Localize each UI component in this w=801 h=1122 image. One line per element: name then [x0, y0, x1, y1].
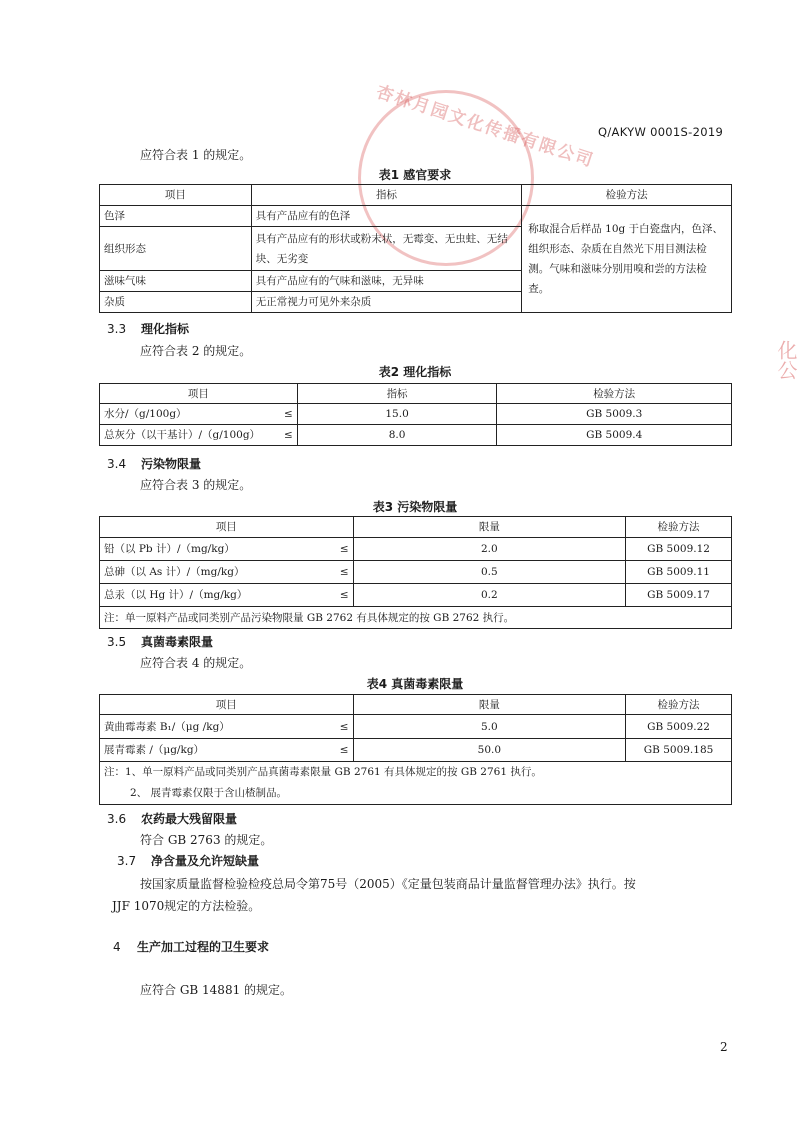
section-number: 3.4 — [107, 457, 127, 471]
table-cell: 具有产品应有的色泽 — [251, 206, 522, 227]
table1-header-indicator: 指标 — [251, 185, 522, 206]
table-cell: 0.2 — [353, 584, 625, 607]
section-number: 3.7 — [117, 854, 137, 868]
table-cell: 2.0 — [353, 538, 625, 561]
table-cell: ≤ — [329, 538, 353, 561]
table4-note — [100, 762, 732, 805]
table-cell: 黄曲霉毒素 B₁/（μg /kg） — [100, 715, 330, 739]
section-title: 理化指标 — [141, 322, 190, 336]
table-cell: 水分/（g/100g） — [100, 404, 276, 425]
table-cell: GB 5009.3 — [497, 404, 732, 425]
table-cell: GB 5009.12 — [626, 538, 732, 561]
section-3-5-text: 应符合表 4 的规定。 — [140, 656, 252, 670]
table-row — [100, 206, 732, 227]
table-cell: 5.0 — [353, 715, 625, 739]
section-title: 生产加工过程的卫生要求 — [137, 940, 270, 954]
table-cell: 15.0 — [297, 404, 497, 425]
table-cell: 50.0 — [353, 739, 625, 762]
table1-header-item: 项目 — [100, 185, 252, 206]
table4-header-limit: 限量 — [353, 695, 625, 715]
section-number: 3.6 — [107, 812, 127, 826]
table-cell: 展青霉素 /（μg/kg） — [100, 739, 330, 762]
section-3-4-text: 应符合表 3 的规定。 — [140, 478, 252, 492]
table-cell: GB 5009.22 — [626, 715, 732, 739]
table-row — [100, 739, 732, 762]
section-title: 污染物限量 — [141, 457, 202, 471]
table-cell: 铅（以 Pb 计）/（mg/kg） — [100, 538, 330, 561]
section-3-3-text: 应符合表 2 的规定。 — [140, 344, 252, 358]
table-cell: GB 5009.11 — [626, 561, 732, 584]
table4-note-line-1: 注：1、单一原料产品或同类别产品真菌毒素限量 GB 2761 有具体规定的按 GB 2761 执行。 — [104, 766, 542, 778]
table4-note-line-2: 2、 展青霉素仅限于含山楂制品。 — [130, 787, 288, 799]
section-number: 3.3 — [107, 322, 127, 336]
table-cell: GB 5009.17 — [626, 584, 732, 607]
table3-note: 注：单一原料产品或同类别产品污染物限量 GB 2762 有具体规定的按 GB 2762 执行。 — [100, 607, 732, 629]
section-3-7-heading — [117, 852, 259, 869]
table-cell: ≤ — [329, 739, 353, 762]
table3-caption: 表3 污染物限量 — [372, 500, 458, 514]
table2-physicochemical — [99, 383, 732, 446]
table-row — [100, 561, 732, 584]
table-cell: 滋味气味 — [100, 271, 252, 292]
page-number: 2 — [720, 1040, 728, 1054]
table-cell: 无正常视力可见外来杂质 — [251, 292, 522, 313]
table3-header-limit: 限量 — [353, 517, 625, 538]
table-cell: ≤ — [275, 425, 297, 446]
table3-contaminants — [99, 516, 732, 629]
section-3-3-heading — [107, 320, 189, 337]
table-cell: GB 5009.185 — [626, 739, 732, 762]
table-cell: 总灰分（以干基计）/（g/100g） — [100, 425, 276, 446]
section-3-7-text-line-1: 按国家质量监督检验检疫总局令第75号（2005）《定量包装商品计量监督管理办法》执行。按 — [140, 877, 636, 891]
table-cell: 具有产品应有的气味和滋味，无异味 — [251, 271, 522, 292]
standard-code: Q/AKYW 0001S-2019 — [598, 125, 724, 139]
table4-header-item: 项目 — [100, 695, 354, 715]
table3-header-item: 项目 — [100, 517, 354, 538]
table2-header-item: 项目 — [100, 384, 298, 404]
table1-caption: 表1 感官要求 — [378, 168, 452, 182]
section-4-heading — [113, 938, 269, 955]
table3-header-method: 检验方法 — [626, 517, 732, 538]
table-row — [100, 762, 732, 805]
intro-sensory-text: 应符合表 1 的规定。 — [140, 148, 252, 162]
table-cell: ≤ — [275, 404, 297, 425]
section-3-4-heading — [107, 455, 201, 472]
section-3-6-text: 符合 GB 2763 的规定。 — [140, 833, 273, 847]
table2-header-indicator: 指标 — [297, 384, 497, 404]
table-row — [100, 584, 732, 607]
section-number: 4 — [113, 940, 121, 954]
section-title: 农药最大残留限量 — [141, 812, 238, 826]
table-cell: 杂质 — [100, 292, 252, 313]
section-title: 净含量及允许短缺量 — [151, 854, 260, 868]
table-cell: ≤ — [329, 715, 353, 739]
table-cell: 具有产品应有的形状或粉末状，无霉变、无虫蛀、无结块、无劣变 — [251, 227, 522, 271]
table-cell: ≤ — [329, 561, 353, 584]
table-cell: GB 5009.4 — [497, 425, 732, 446]
table-row — [100, 538, 732, 561]
table-cell: 色泽 — [100, 206, 252, 227]
table-row — [100, 425, 732, 446]
table2-caption: 表2 理化指标 — [378, 365, 452, 379]
table1-sensory — [99, 184, 732, 313]
section-title: 真菌毒素限量 — [141, 635, 214, 649]
section-4-text: 应符合 GB 14881 的规定。 — [140, 983, 293, 997]
table1-method-cell: 称取混合后样品 10g 于白瓷盘内，色泽、组织形态、杂质在自然光下用目测法检测。气味和滋味分别用嗅和尝的方法检查。 — [522, 206, 732, 313]
table4-mycotoxins — [99, 694, 732, 805]
section-number: 3.5 — [107, 635, 127, 649]
section-3-7-text-line-2: JJF 1070规定的方法检验。 — [112, 899, 261, 913]
table-cell: 0.5 — [353, 561, 625, 584]
table-cell: ≤ — [329, 584, 353, 607]
section-3-5-heading — [107, 633, 213, 650]
table-cell: 组织形态 — [100, 227, 252, 271]
table1-header-method: 检验方法 — [522, 185, 732, 206]
table-cell: 总汞（以 Hg 计）/（mg/kg） — [100, 584, 330, 607]
table-row — [100, 607, 732, 629]
table-row — [100, 404, 732, 425]
table4-header-method: 检验方法 — [626, 695, 732, 715]
table4-caption: 表4 真菌毒素限量 — [366, 677, 464, 691]
edge-stamp-mark: 化公 — [774, 340, 798, 380]
table-row — [100, 715, 732, 739]
section-3-6-heading — [107, 810, 237, 827]
table-cell: 总砷（以 As 计）/（mg/kg） — [100, 561, 330, 584]
table-cell: 8.0 — [297, 425, 497, 446]
table2-header-method: 检验方法 — [497, 384, 732, 404]
company-seal-text: 杏林月园文化传播有限公司 — [373, 82, 597, 172]
